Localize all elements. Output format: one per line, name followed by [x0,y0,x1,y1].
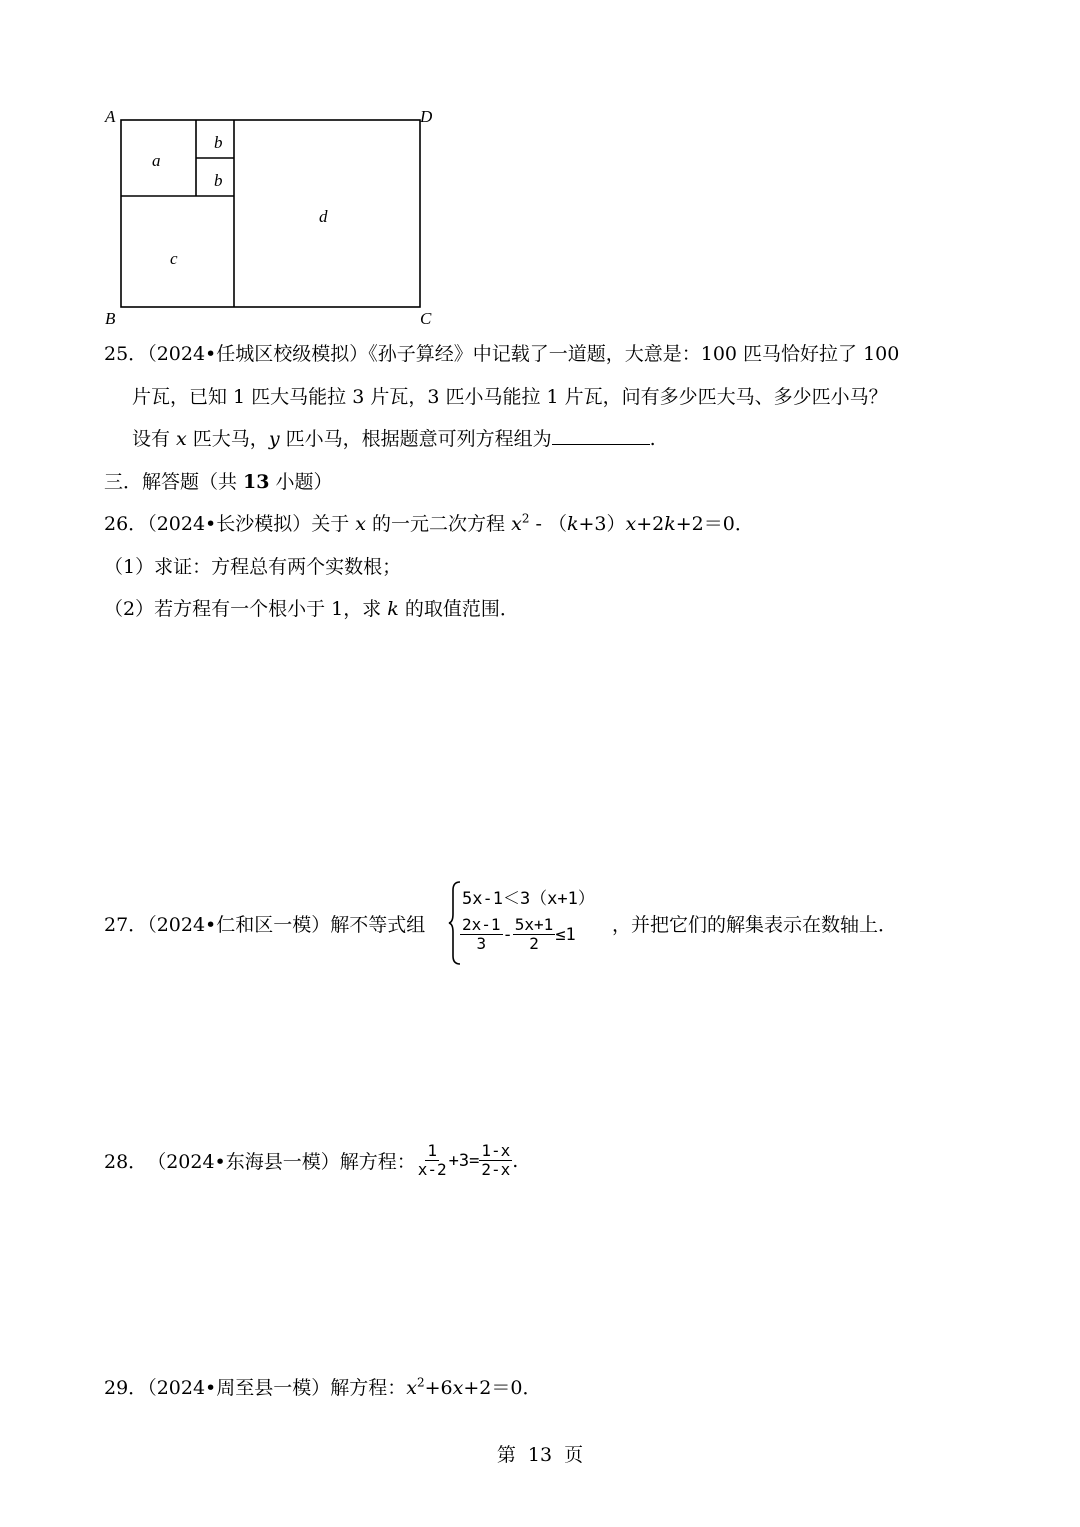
q29-line [104,1373,541,1400]
q28-fraction-1 [416,1142,449,1180]
q28-number: 28． [104,1151,148,1174]
q26-text-d: +3） [578,513,626,535]
q27-number: 27． [104,914,148,936]
q25-text-3a: 设有 [132,428,177,450]
q26-number: 26． [104,513,148,535]
q26-part2-b: 的取值范围． [398,598,519,620]
q26-text-f: +2＝0． [675,513,754,535]
q26-sup: 2 [521,511,530,526]
q27-minus: - [502,924,513,945]
var-y: y [268,428,280,450]
q26-part1: （1）求证：方程总有两个实数根； [104,556,402,578]
q26-text-e: +2 [636,513,665,535]
outer-rectangle [121,120,420,307]
q28-f1-num: 1 [427,1141,438,1160]
region-c-label: c [170,249,178,268]
q27-text-a: （2024•仁和区一模）解不等式组 [147,914,426,936]
section-count: 13 [243,471,270,493]
q28-plus: +3= [448,1150,480,1171]
q27-fraction-2 [513,916,556,954]
q26-text-b: 的一元二次方程 [366,513,512,535]
q28-f2-den: 2-x [481,1160,511,1180]
q25-text-3c: 匹小马，根据题意可列方程组为 [279,428,552,450]
q27-f2-den: 2 [529,934,539,954]
q28-f1-den: x-2 [417,1160,447,1180]
q29-number: 29． [104,1377,148,1399]
answer-blank[interactable] [552,424,650,445]
q25-line2: 片瓦，已知 1 匹大马能拉 3 片瓦，3 匹小马能拉 1 片瓦，问有多少匹大马、多少匹小马？ [132,386,888,408]
q26-part2-a: （2）若方程有一个根小于 1，求 [104,598,388,620]
q25-text-3b: 匹大马， [186,428,269,450]
q26-text-a: （2024•长沙模拟）关于 [147,513,356,535]
q26-var-x2: x [511,513,522,535]
q26-var-x3: x [625,513,637,535]
q25-line3 [132,424,656,451]
q29-text-b: +6 [424,1377,453,1399]
page-footer: 第 13 页 [496,1444,584,1466]
region-d-label: d [319,207,328,226]
q28-end: . [512,1149,519,1172]
q26-part2-k: k [387,598,399,620]
q27-le: ≤1 [555,924,576,945]
q29-var-x2: x [452,1377,464,1399]
section-heading-pre: 三．解答题（共 [104,471,244,493]
vertex-c-label: C [420,309,432,328]
q26-var-k: k [566,513,579,535]
q26-var-k2: k [664,513,676,535]
q28-f2-num: 1-x [481,1141,511,1160]
q26-part2 [104,594,519,621]
q28-text-a: （2024•东海县一模）解方程： [147,1151,416,1174]
q27-text-b: ，并把它们的解集表示在数轴上． [612,914,898,936]
vertex-b-label: B [105,309,116,328]
q25-end: . [649,428,656,450]
q29-text-c: +2＝0． [463,1377,542,1399]
section-heading-post: 小题） [269,471,333,493]
q26-text-c: - （ [529,513,567,535]
q28-line [104,1142,518,1180]
vertex-d-label: D [420,107,433,126]
q27-inequality-1: 5x-1＜3（x+1） [462,889,595,909]
q27-f1-den: 3 [476,934,487,954]
region-a-label: a [152,151,161,170]
var-x: x [176,428,187,450]
q27-f2-num: 5x+1 [514,915,554,934]
q28-fraction-2 [479,1142,512,1180]
q25-text-1: （2024•任城区校级模拟）《孙子算经》中记载了一道题，大意是：100 匹马恰好拉了 100 [147,343,900,365]
section-heading [104,467,333,494]
q29-text-a: （2024•周至县一模）解方程： [147,1377,407,1399]
q27-f1-num: 2x-1 [462,915,501,934]
q27-line [104,910,425,937]
q25-number: 25． [104,343,148,365]
region-b-top-label: b [214,133,223,152]
q26-var-x: x [355,513,367,535]
vertex-a-label: A [105,107,116,126]
q26-line1 [104,509,754,536]
q27-inequality-2 [460,916,576,954]
q27-fraction-1 [460,916,503,954]
q29-var-x: x [406,1377,417,1399]
q29-sup: 2 [416,1375,425,1390]
q25-line1 [104,339,899,366]
rectangle-figure [100,100,445,330]
region-b-bottom-label: b [214,171,223,190]
